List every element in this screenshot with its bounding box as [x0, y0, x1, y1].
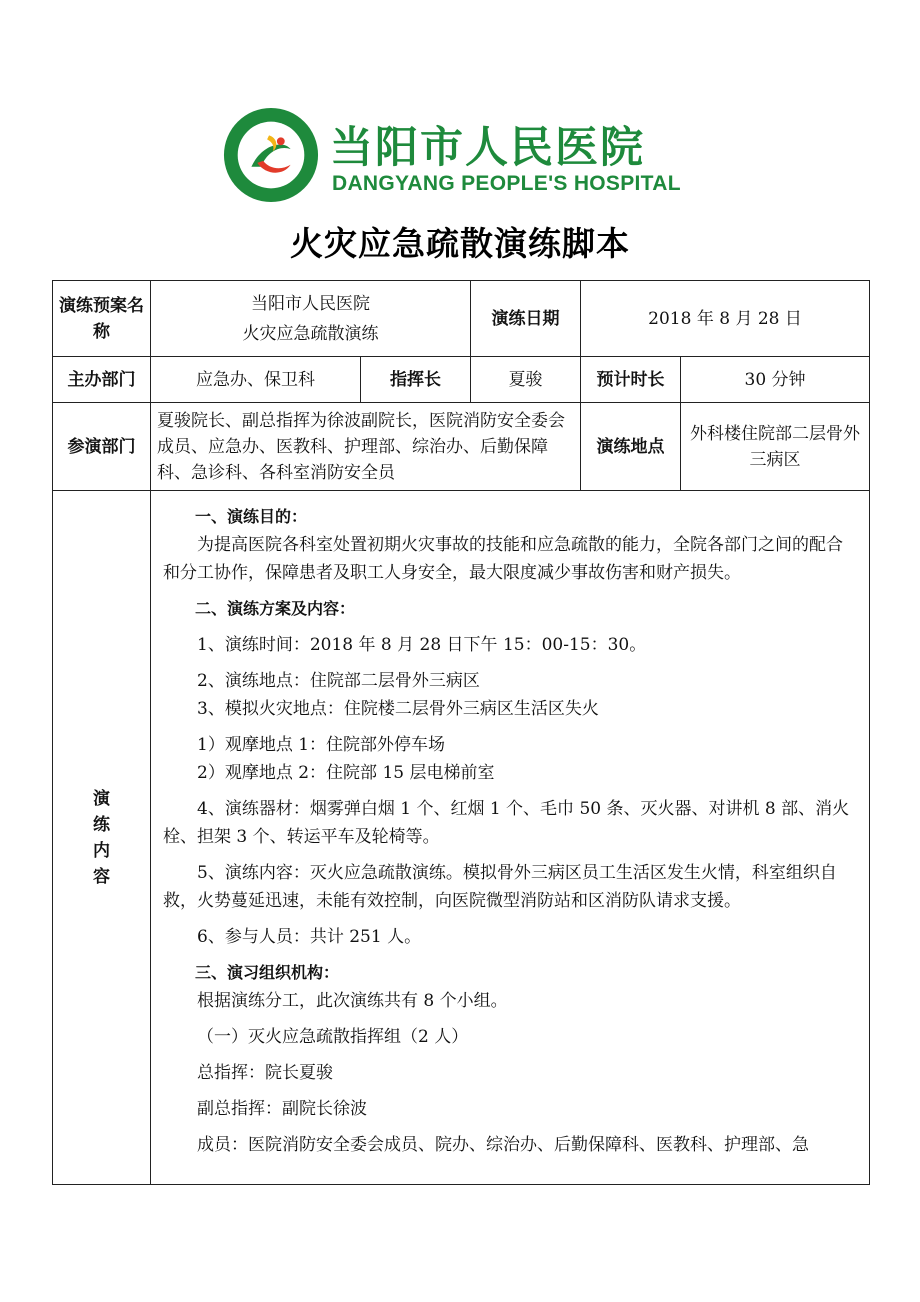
hospital-logo	[222, 106, 681, 206]
document-title: 火灾应急疏散演练脚本	[290, 224, 630, 263]
item-1: 1、演练时间：2018 年 8 月 28 日下午 15：00-15：30。	[197, 635, 647, 655]
section3-text: 根据演练分工，此次演练共有 8 个小组。	[197, 991, 508, 1011]
participants-value: 夏骏院长、副总指挥为徐波副院长，医院消防安全委会成员、应急办、医教科、护理部、综治办、后勤保障科、急诊科、各科室消防安全员	[151, 403, 581, 491]
observation-point-2: 2）观摩地点 2：住院部 15 层电梯前室	[197, 763, 495, 783]
location-label: 演练地点	[581, 403, 681, 491]
plan-name-line2: 火灾应急疏散演练	[242, 323, 379, 344]
section1-title: 一、演练目的：	[195, 507, 308, 526]
section2-title: 二、演练方案及内容：	[195, 599, 356, 618]
item-5: 5、演练内容：灭火应急疏散演练。模拟骨外三病区员工生活区发生火情，科室组织自救，火势蔓延迅速，未能有效控制，向医院微型消防站和区消防队请求支援。	[163, 863, 837, 911]
logo-chinese-name: 当阳市人民医院	[330, 123, 645, 173]
content-label-char: 练	[93, 814, 110, 835]
hospital-seal-icon	[222, 106, 320, 204]
item-2: 2、演练地点：住院部二层骨外三病区	[197, 671, 480, 691]
group-1-title: （一）灭火应急疏散指挥组（2 人）	[197, 1027, 469, 1047]
participants-label: 参演部门	[53, 403, 151, 491]
host-dept-label: 主办部门	[53, 357, 151, 403]
host-dept-value: 应急办、保卫科	[151, 357, 361, 403]
item-6: 6、参与人员：共计 251 人。	[197, 927, 422, 947]
date-value: 2018 年 8 月 28 日	[581, 281, 870, 357]
drill-content-label	[53, 491, 151, 1185]
item-4: 4、演练器材：烟雾弹白烟 1 个、红烟 1 个、毛巾 50 条、灭火器、对讲机 8 部、消火栓、担架 3 个、转运平车及轮椅等。	[163, 799, 850, 847]
duration-value: 30 分钟	[681, 357, 870, 403]
observation-point-1: 1）观摩地点 1：住院部外停车场	[197, 735, 446, 755]
commander-value: 夏骏	[471, 357, 581, 403]
commander-label: 指挥长	[361, 357, 471, 403]
section1-text: 为提高医院各科室处置初期火灾事故的技能和应急疏散的能力，全院各部门之间的配合和分工协作，保障患者及职工人身安全，最大限度减少事故伤害和财产损失。	[163, 535, 843, 583]
plan-name-label: 演练预案名称	[53, 281, 151, 357]
drill-info-table	[52, 280, 870, 1185]
content-label-char: 演	[93, 788, 110, 809]
deputy-commander: 副总指挥：副院长徐波	[197, 1099, 367, 1119]
content-label-char: 内	[93, 840, 110, 861]
section3-title: 三、演习组织机构：	[195, 963, 340, 982]
date-label: 演练日期	[471, 281, 581, 357]
item-3: 3、模拟火灾地点：住院楼二层骨外三病区生活区失火	[197, 699, 599, 719]
logo-english-name: DANGYANG PEOPLE'S HOSPITAL	[332, 172, 681, 195]
plan-name-line1: 当阳市人民医院	[251, 293, 371, 314]
drill-content-body	[151, 491, 870, 1185]
plan-name-value	[151, 281, 471, 357]
content-label-char: 容	[93, 866, 110, 887]
group-members: 成员：医院消防安全委会成员、院办、综治办、后勤保障科、医教科、护理部、急	[197, 1135, 809, 1155]
chief-commander: 总指挥：院长夏骏	[197, 1063, 333, 1083]
duration-label: 预计时长	[581, 357, 681, 403]
location-value: 外科楼住院部二层骨外三病区	[681, 403, 870, 491]
